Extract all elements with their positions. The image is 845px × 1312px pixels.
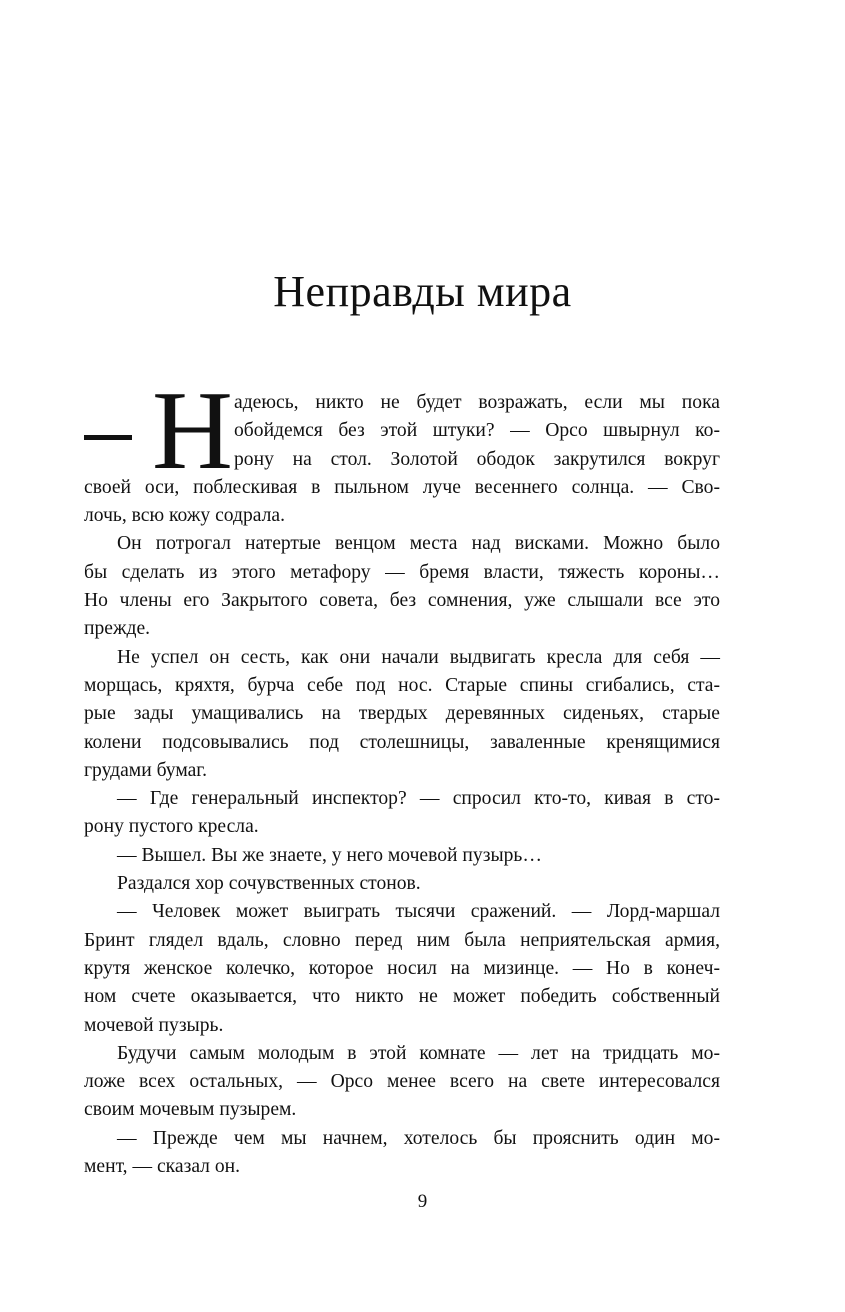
text-line: своей оси, поблескивая в пыльном луче весеннего солнца. — Сво- [84, 476, 720, 498]
text-line: Бринт глядел вдаль, словно перед ним была неприятельская армия, [84, 929, 720, 951]
text-line: мент, — сказал он. [84, 1156, 241, 1178]
text-line: мочевой пузырь. [84, 1014, 224, 1036]
text-line: Не успел он сесть, как они начали выдвигать кресла для себя — [117, 646, 720, 668]
text-line: ном счете оказывается, что никто не может победить собственный [84, 986, 720, 1008]
chapter-title: Неправды мира [273, 267, 572, 316]
text-line: Будучи самым молодым в этой комнате — лет на тридцать мо- [117, 1042, 720, 1064]
drop-cap-dash [84, 435, 132, 440]
opening-paragraph [84, 369, 720, 530]
text-line: грудами бумаг. [84, 759, 208, 781]
text-line: — Человек может выиграть тысячи сражений. — Лорд-маршал [117, 901, 720, 923]
text-line: крутя женское колечко, которое носил на мизинце. — Но в конеч- [84, 957, 720, 979]
text-line: Но члены его Закрытого совета, без сомнения, уже слышали все это [84, 590, 720, 612]
text-line: своим мочевым пузырем. [84, 1099, 297, 1121]
text-line: Раздался хор сочувственных стонов. [117, 873, 421, 895]
text-line: морщась, кряхтя, бурча себе под нос. Старые спины сгибались, ста- [84, 674, 720, 696]
text-line: адеюсь, никто не будет возражать, если мы пока [234, 392, 720, 413]
chapter-body [84, 369, 720, 1181]
text-line: ложе всех остальных, — Орсо менее всего на свете интересовался [84, 1071, 720, 1093]
page-number: 9 [417, 1191, 428, 1212]
drop-cap-letter: Н [152, 369, 233, 493]
text-line: рону на стол. Золотой ободок закрутился вокруг [234, 448, 720, 470]
text-line: — Вышел. Вы же знаете, у него мочевой пузырь… [117, 844, 542, 866]
text-line: — Прежде чем мы начнем, хотелось бы прояснить один мо- [117, 1127, 720, 1149]
text-line: рону пустого кресла. [84, 816, 259, 838]
text-line: рые зады умащивались на твердых деревянных сиденьях, старые [84, 703, 720, 725]
text-line: — Где генеральный инспектор? — спросил кто-то, кивая в сто- [117, 788, 720, 810]
text-line: прежде. [84, 618, 151, 640]
text-line: бы сделать из этого метафору — бремя власти, тяжесть короны… [84, 561, 720, 583]
text-line: колени подсовывались под столешницы, заваленные кренящимися [84, 731, 720, 753]
text-line: обойдемся без этой штуки? — Орсо швырнул ко- [234, 420, 720, 442]
text-line: лочь, всю кожу содрала. [84, 505, 286, 527]
text-line: Он потрогал натертые венцом места над висками. Можно было [117, 533, 720, 555]
